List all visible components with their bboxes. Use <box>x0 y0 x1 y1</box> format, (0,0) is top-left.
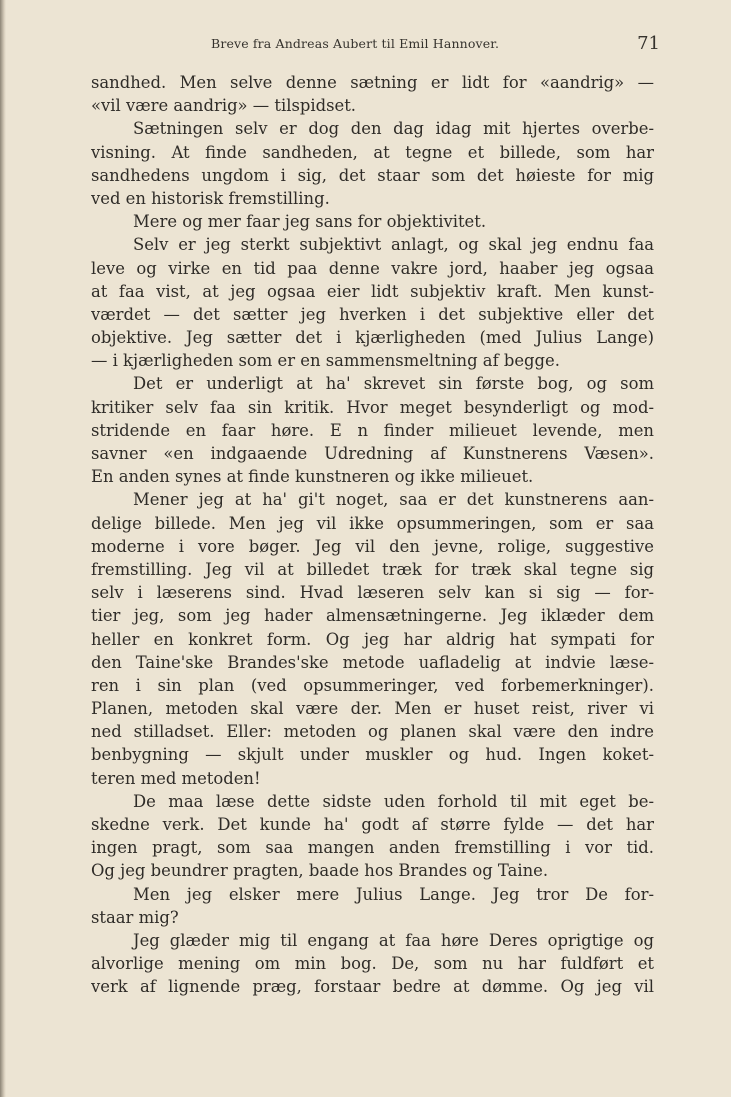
paragraph-start-line: Det er underligt at ha' skrevet sin første bog, og som <box>133 374 654 394</box>
text-line: moderne i vore bøger. Jeg vil den jevne, rolige, suggestive <box>91 536 654 556</box>
text-line: verk af lignende præg, forstaar bedre at dømme. Og jeg vil <box>91 977 654 997</box>
text-line: værdet — det sætter jeg hverken i det subjektive eller det <box>91 304 654 324</box>
text-line: sandhed. Men selve denne sætning er lidt for «aandrig» — <box>91 73 654 92</box>
text-line: objektive. Jeg sætter det i kjærligheden (med Julius Lange) <box>91 328 654 348</box>
text-line: ned stilladset. Eller: metoden og planen skal være den indre <box>91 722 654 742</box>
paragraph-start-line: Jeg glæder mig til engang at faa høre Deres oprigtige og <box>133 930 654 950</box>
text-line: heller en konkret form. Og jeg har aldrig hat sympati for <box>91 629 654 649</box>
paragraph-start-line: Selv er jeg sterkt subjektivt anlagt, og skal jeg endnu faa <box>133 235 654 255</box>
text-line: fremstilling. Jeg vil at billedet træk for træk skal tegne sig <box>91 559 654 579</box>
paragraph-start-line: Mener jeg at ha' gi't noget, saa er det kunstnerens aan- <box>133 490 654 510</box>
text-line: ved en historisk fremstilling. <box>91 188 330 208</box>
body-text <box>91 71 654 999</box>
page-gutter-shadow <box>0 0 6 1097</box>
text-line: ingen pragt, som saa mangen anden fremstilling i vor tid. <box>91 838 654 858</box>
text-line: selv i læserens sind. Hvad læseren selv kan si sig — for- <box>91 583 654 603</box>
text-line: savner «en indgaaende Udredning af Kunstnerens Væsen». <box>91 444 654 463</box>
text-line: benbygning — skjult under muskler og hud. Ingen koket- <box>91 745 654 765</box>
text-line: at faa vist, at jeg ogsaa eier lidt subjektiv kraft. Men kunst- <box>91 281 654 301</box>
paragraph-start-line: De maa læse dette sidste uden forhold til mit eget be- <box>133 791 654 811</box>
text-line: skedne verk. Det kunde ha' godt af større fylde — det har <box>91 815 654 834</box>
text-line: sandhedens ungdom i sig, det staar som det høieste for mig <box>91 165 654 185</box>
paragraph-start-line: Mere og mer faar jeg sans for objektivitet. <box>133 212 487 232</box>
text-line: Planen, metoden skal være der. Men er huset reist, river vi <box>91 699 654 719</box>
text-line: leve og virke en tid paa denne vakre jord, haaber jeg ogsaa <box>91 258 654 278</box>
text-line: — i kjærligheden som er en sammensmeltning af begge. <box>91 351 560 371</box>
text-line: kritiker selv faa sin kritik. Hvor meget besynderligt og mod- <box>91 397 654 417</box>
text-line: teren med metoden! <box>91 768 261 788</box>
text-line: tier jeg, som jeg hader almensætningerne. Jeg iklæder dem <box>91 606 654 626</box>
text-line: staar mig? <box>91 907 179 927</box>
text-line: Og jeg beundrer pragten, baade hos Brandes og Taine. <box>91 861 549 881</box>
text-line: En anden synes at finde kunstneren og ikke milieuet. <box>91 467 534 487</box>
page-number: 71 <box>637 33 660 54</box>
paragraph-start-line: Sætningen selv er dog den dag idag mit hjertes overbe- <box>133 119 654 139</box>
text-line: visning. At finde sandheden, at tegne et billede, som har <box>91 142 654 162</box>
running-title: Breve fra Andreas Aubert til Emil Hannover. <box>211 36 500 51</box>
text-line: stridende en faar høre. E n finder milieuet levende, men <box>91 420 654 440</box>
text-line: den Taine'ske Brandes'ske metode uafladelig at indvie læse- <box>91 652 654 672</box>
text-line: «vil være aandrig» — tilspidset. <box>91 96 357 116</box>
paragraph-start-line: Men jeg elsker mere Julius Lange. Jeg tror De for- <box>133 884 654 904</box>
text-line: delige billede. Men jeg vil ikke opsummeringen, som er saa <box>91 513 654 533</box>
text-line: ren i sin plan (ved opsummeringer, ved forbemerkninger). <box>91 675 654 695</box>
text-line: alvorlige mening om min bog. De, som nu har fuldført et <box>91 954 654 974</box>
